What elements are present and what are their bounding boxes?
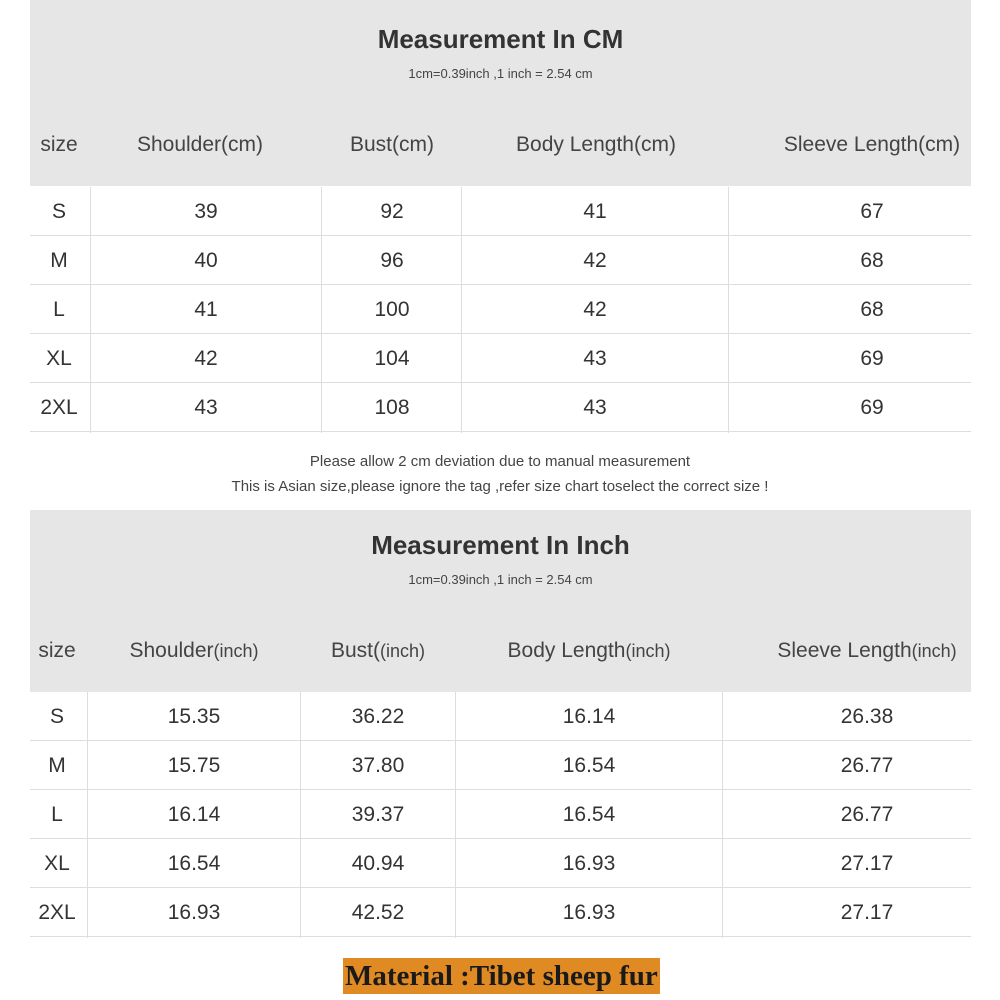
cm-cell-size: M — [50, 249, 68, 272]
inch-cell-body-length: 16.14 — [562, 705, 616, 728]
table-row — [30, 839, 971, 888]
cm-cell-body-length: 42 — [583, 249, 607, 272]
inch-cell-sleeve-length: 27.17 — [840, 901, 894, 924]
inch-header-shoulder: Shoulder(inch) — [129, 639, 259, 662]
table-row — [30, 236, 971, 285]
inch-cell-body-length: 16.93 — [562, 901, 616, 924]
inch-cell-bust: 40.94 — [351, 852, 405, 875]
inch-cell-body-length: 16.54 — [562, 803, 616, 826]
cm-cell-bust: 96 — [380, 249, 404, 272]
cm-cell-size: XL — [46, 347, 72, 370]
asian-size-note: This is Asian size,please ignore the tag ,refer size chart toselect the correct size ! — [231, 478, 769, 495]
table-row — [30, 741, 971, 790]
inch-cell-size: S — [49, 705, 65, 728]
inch-header-bust: Bust((inch) — [330, 639, 426, 662]
deviation-note: Please allow 2 cm deviation due to manual measurement — [309, 453, 691, 470]
cm-table-title: Measurement In CM — [377, 24, 624, 54]
inch-cell-bust: 36.22 — [351, 705, 405, 728]
inch-header-sleeve-length: Sleeve Length(inch) — [777, 639, 957, 662]
inch-header-body-length: Body Length(inch) — [507, 639, 671, 662]
inch-cell-bust: 37.80 — [351, 754, 405, 777]
inch-cell-shoulder: 16.14 — [167, 803, 221, 826]
cm-cell-shoulder: 42 — [194, 347, 218, 370]
inch-cell-shoulder: 15.75 — [167, 754, 221, 777]
cm-cell-bust: 104 — [374, 347, 410, 370]
inch-table-body — [30, 692, 971, 938]
inch-cell-sleeve-length: 27.17 — [840, 852, 894, 875]
cm-cell-body-length: 43 — [583, 347, 607, 370]
cm-header-sleeve-length: Sleeve Length(cm) — [783, 133, 961, 156]
cm-header-shoulder: Shoulder(cm) — [136, 133, 264, 156]
inch-cell-size: M — [48, 754, 66, 777]
cm-header-bust: Bust(cm) — [350, 133, 434, 156]
cm-cell-shoulder: 41 — [194, 298, 218, 321]
inch-cell-shoulder: 15.35 — [167, 705, 221, 728]
inch-cell-body-length: 16.93 — [562, 852, 616, 875]
inch-cell-bust: 39.37 — [351, 803, 405, 826]
table-row — [30, 187, 971, 236]
cm-cell-shoulder: 39 — [194, 200, 218, 223]
cm-cell-bust: 100 — [374, 298, 410, 321]
inch-table-subtitle: 1cm=0.39inch ,1 inch = 2.54 cm — [408, 572, 593, 587]
cm-table-subtitle: 1cm=0.39inch ,1 inch = 2.54 cm — [408, 66, 593, 81]
cm-cell-shoulder: 43 — [194, 396, 218, 419]
cm-cell-body-length: 41 — [583, 200, 607, 223]
inch-cell-size: 2XL — [38, 901, 76, 924]
cm-table-body — [30, 187, 971, 433]
inch-table-header-panel — [30, 510, 971, 692]
cm-header-body-length: Body Length(cm) — [516, 133, 676, 156]
table-row — [30, 692, 971, 741]
inch-cell-bust: 42.52 — [351, 901, 405, 924]
table-row — [30, 334, 971, 383]
cm-cell-size: 2XL — [40, 396, 78, 419]
inch-cell-size: L — [51, 803, 63, 826]
table-row — [30, 888, 971, 937]
inch-table-title: Measurement In Inch — [371, 530, 630, 560]
table-row — [30, 285, 971, 334]
inch-cell-sleeve-length: 26.38 — [840, 705, 894, 728]
cm-header-size: size — [40, 133, 78, 156]
inch-cell-sleeve-length: 26.77 — [840, 754, 894, 777]
cm-table-header-panel — [30, 0, 971, 186]
table-row — [30, 383, 971, 432]
inch-cell-shoulder: 16.54 — [167, 852, 221, 875]
inch-cell-body-length: 16.54 — [562, 754, 616, 777]
cm-cell-bust: 108 — [374, 396, 410, 419]
cm-cell-sleeve-length: 69 — [860, 347, 884, 370]
cm-cell-body-length: 42 — [583, 298, 607, 321]
inch-cell-sleeve-length: 26.77 — [840, 803, 894, 826]
cm-cell-sleeve-length: 67 — [860, 200, 884, 223]
inch-cell-size: XL — [44, 852, 70, 875]
cm-cell-body-length: 43 — [583, 396, 607, 419]
cm-cell-size: L — [53, 298, 65, 321]
inch-header-size: size — [38, 639, 76, 662]
cm-cell-size: S — [51, 200, 67, 223]
cm-cell-sleeve-length: 69 — [860, 396, 884, 419]
material-label: Material :Tibet sheep fur — [345, 960, 658, 992]
cm-cell-bust: 92 — [380, 200, 404, 223]
inch-cell-shoulder: 16.93 — [167, 901, 221, 924]
table-row — [30, 790, 971, 839]
cm-cell-sleeve-length: 68 — [860, 298, 884, 321]
cm-cell-shoulder: 40 — [194, 249, 218, 272]
cm-cell-sleeve-length: 68 — [860, 249, 884, 272]
